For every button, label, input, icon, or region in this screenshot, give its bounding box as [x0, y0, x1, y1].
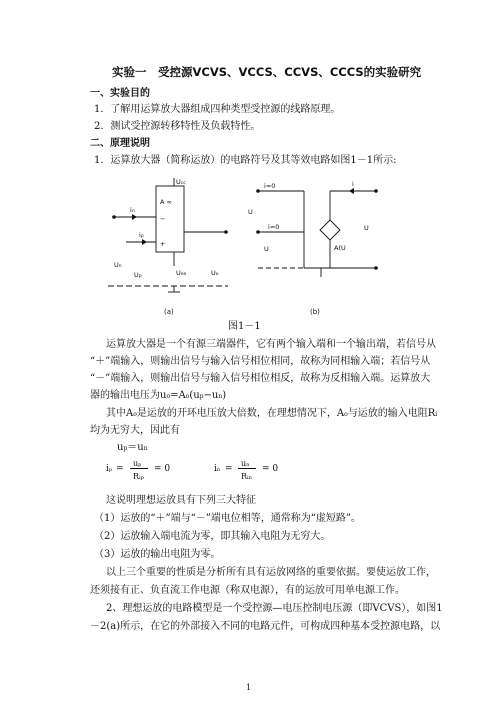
page-number: 1 [246, 683, 252, 692]
paragraph-line: －2(a)所示，在它的外部接入不同的电路元件，可构成四种基本受控源电路，以 [90, 621, 441, 632]
paragraph-line: 2、理想运放的电路模型是一个受控源—电压控制电压源（即VCVS），如图1 [106, 603, 443, 614]
paragraph-line: 还须接有正、负直流工作电源（称双电源），有的运放可用单电源工作。 [90, 585, 405, 596]
svg-text:+: + [160, 240, 166, 248]
characteristic-3: （3）运放的输出电阻为零。 [94, 549, 221, 560]
svg-text:in: in [130, 206, 135, 214]
section-heading-objectives: 一、实验目的 [90, 88, 150, 99]
svg-text:ip: ip [139, 231, 144, 239]
figure-caption: 图1－1 [228, 321, 261, 332]
page-title: 实验一 受控源VCVS、VCCS、CCVS、CCCS的实验研究 [112, 65, 422, 79]
section-heading-principle: 二、原理说明 [90, 138, 150, 149]
svg-text:A ∞: A ∞ [160, 198, 172, 206]
figure-1-1 [108, 176, 398, 318]
output-voltage-line: 器的输出电压为uo=Ao(up−un) [90, 390, 227, 401]
svg-text:i=0: i=0 [268, 223, 280, 231]
paragraph-line: 均为无穷大，因此有 [90, 425, 180, 436]
svg-text:−: − [160, 215, 166, 223]
paragraph-line: 这说明理想运放具有下列三大特征 [106, 495, 256, 506]
paragraph-line: 以上三个重要的性质是分析所有具有运放网络的重要依据。要使运放工作， [106, 567, 436, 578]
svg-text:U: U [264, 245, 269, 253]
paragraph-line: 运算放大器是一个有源三端器件，它有两个输入端和一个输出端，若信号从 [106, 339, 436, 350]
svg-text:Uo: Uo [211, 269, 219, 277]
paragraph-intro: 1．运算放大器（简称运放）的电路符号及其等效电路如图1－1所示: [94, 155, 397, 166]
svg-text:A(U: A(U [334, 244, 346, 252]
svg-text:U: U [364, 224, 369, 232]
svg-text:i: i [352, 180, 354, 188]
controlled-source-symbol [320, 220, 340, 240]
svg-text:i=0: i=0 [264, 182, 276, 190]
characteristic-1: （1）运放的“＋”端与“－”端电位相等，通常称为“虚短路”。 [94, 513, 362, 524]
objective-1: 1．了解用运算放大器组成四种类型受控源的线路原理。 [94, 104, 341, 115]
svg-text:Ucc: Ucc [176, 178, 186, 186]
paragraph-line: “－”端输入，则输出信号与输入信号相位相反，故称为反相输入端。运算放大 [90, 373, 431, 384]
svg-text:Uee: Uee [176, 269, 187, 277]
paragraph-line: “＋”端输入，则输出信号与输入信号相位相同，故称为同相输入端；若信号从 [90, 356, 431, 367]
characteristic-2: （2）运放输入端电流为零，即其输入电阻为无穷大。 [94, 531, 331, 542]
objective-2: 2．测试受控源转移特性及负载特性。 [94, 121, 261, 132]
svg-text:Up: Up [134, 271, 142, 279]
svg-text:U: U [248, 208, 253, 216]
svg-text:(a): (a) [164, 308, 174, 316]
svg-text:(b): (b) [310, 308, 320, 316]
paragraph-line: 其中Ao是运放的开环电压放大倍数，在理想情况下，Ao与运放的输入电阻Ri [106, 408, 438, 419]
equation-virtual-short: up＝un [117, 442, 148, 453]
svg-text:Un: Un [114, 261, 122, 269]
